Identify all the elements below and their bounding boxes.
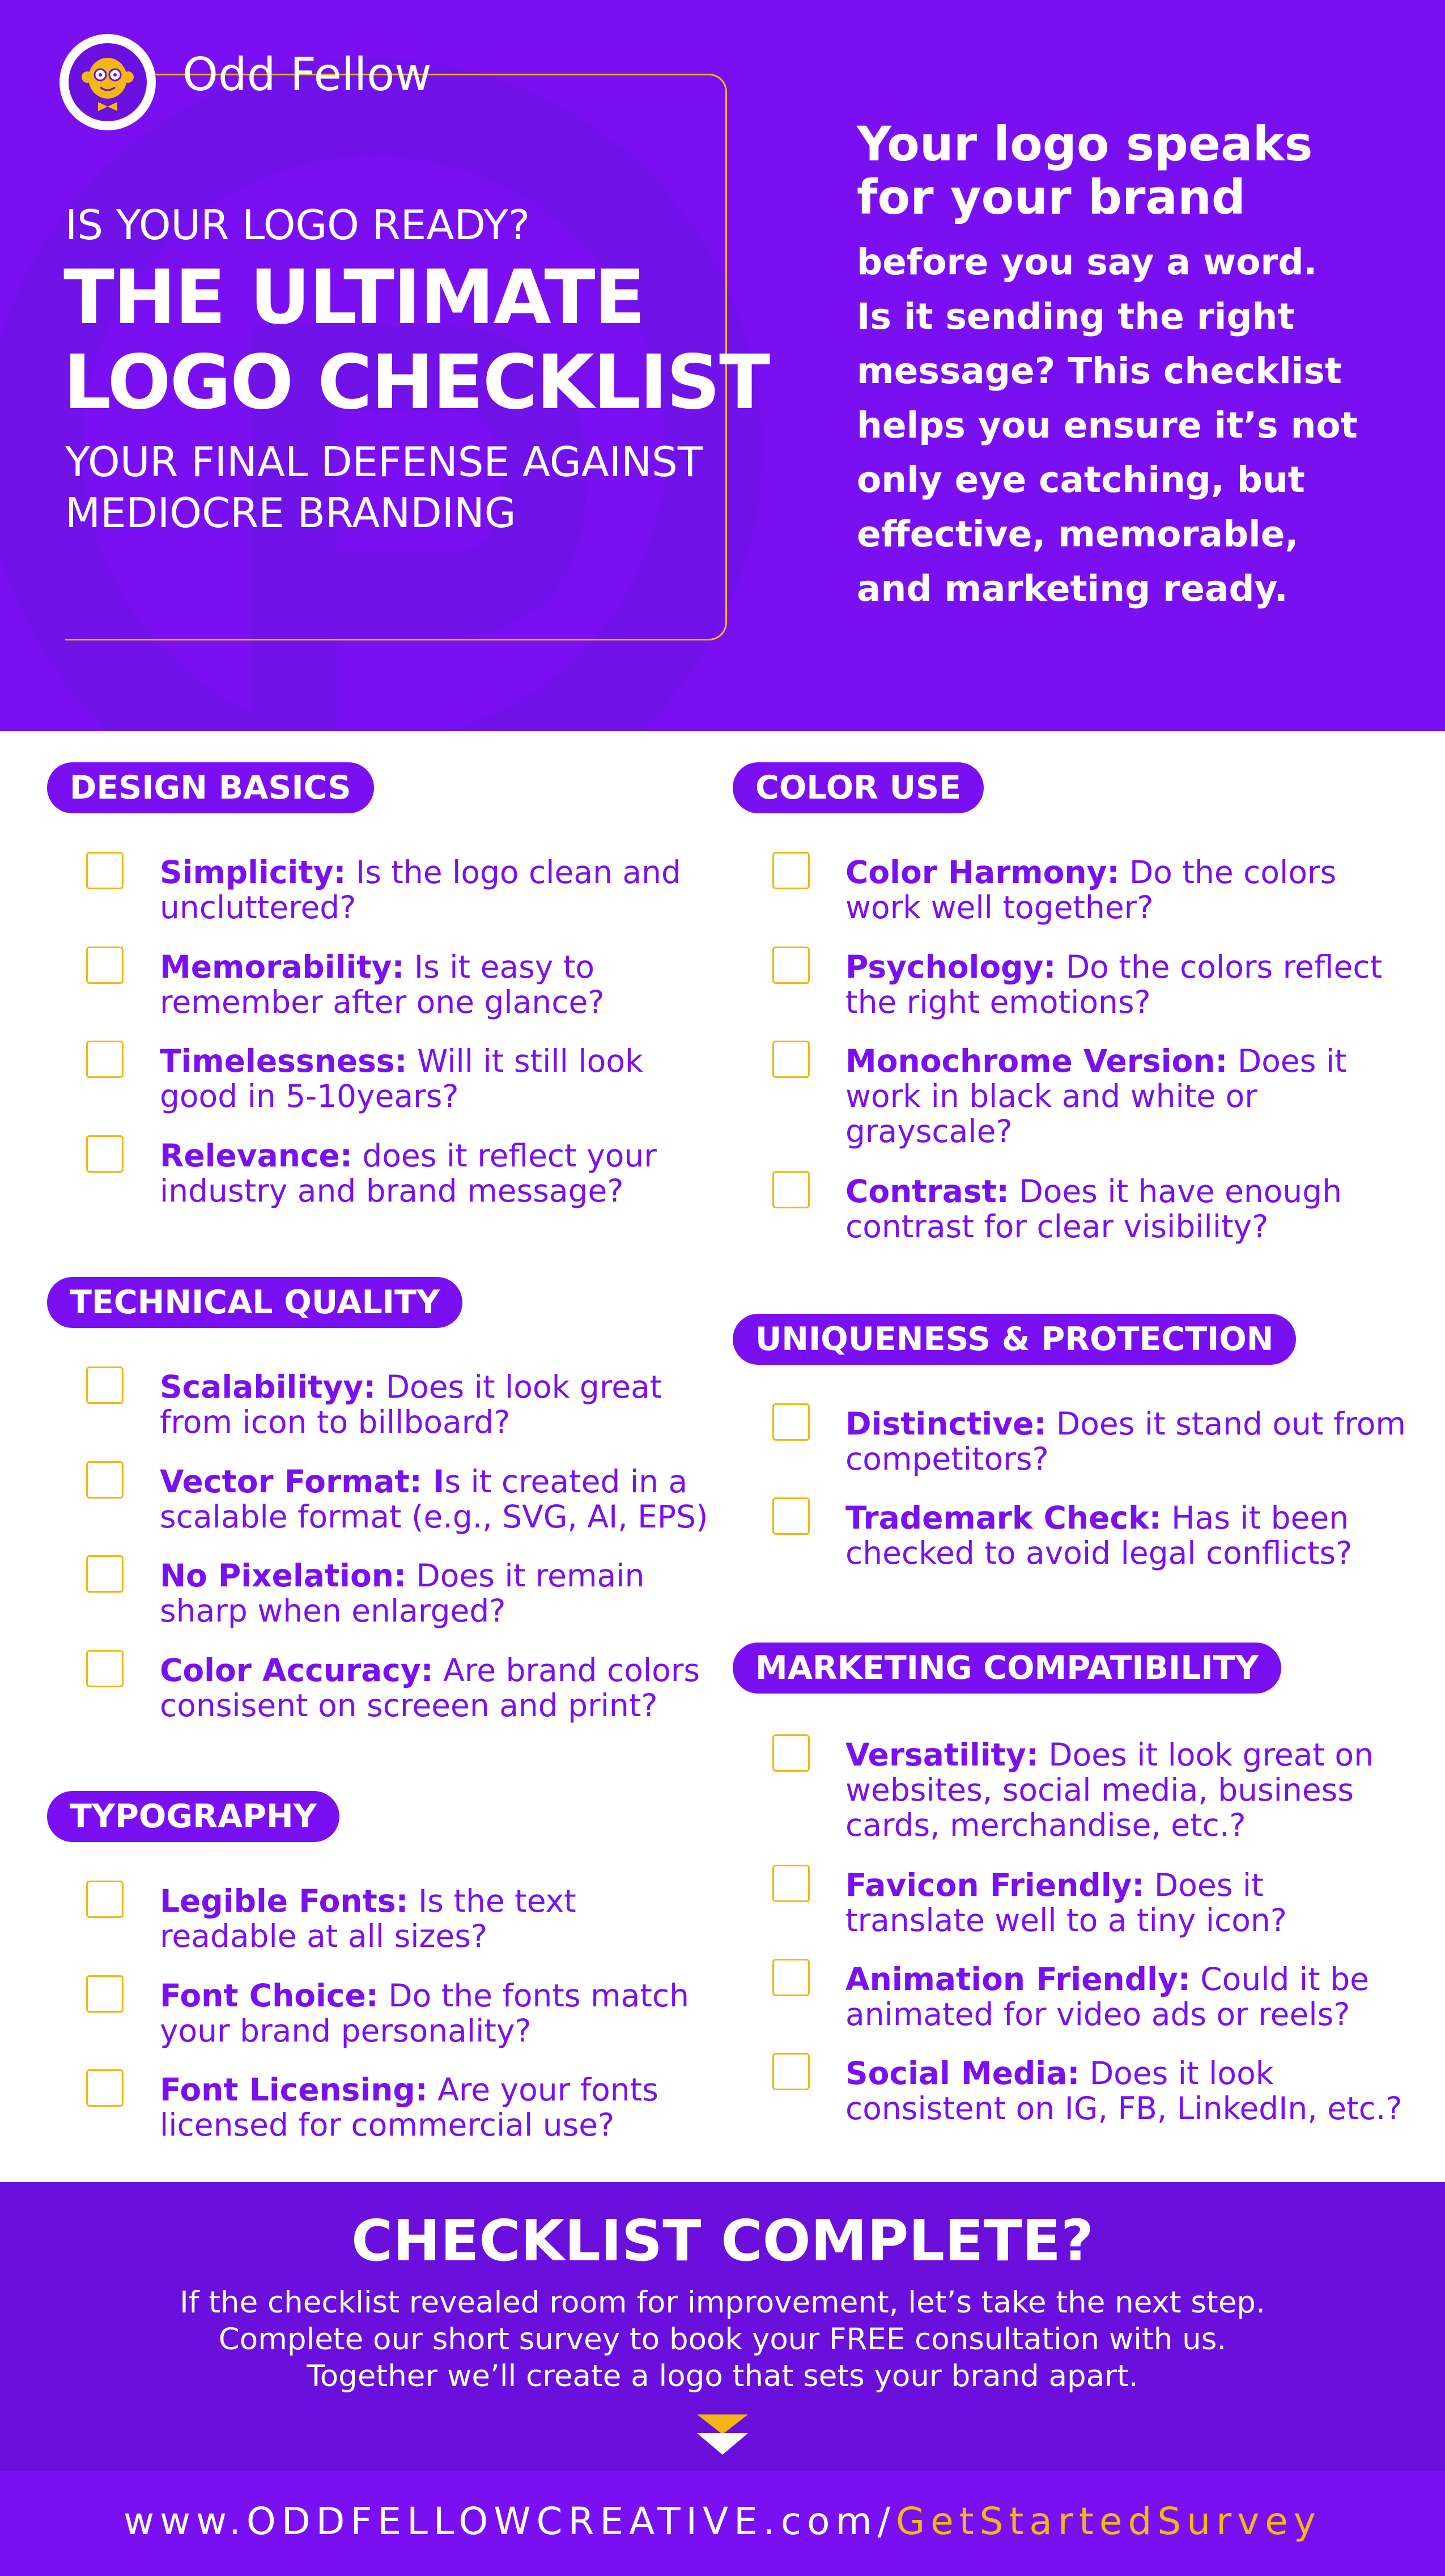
monkey-logo-icon bbox=[69, 43, 147, 121]
checklist-item-color-accuracy: Color Accuracy: Are brand colors consisent on screeen and print? bbox=[160, 1652, 700, 1724]
section-pill-marketing-compatibility: MARKETING COMPATIBILITY bbox=[733, 1643, 1281, 1694]
hero-section bbox=[0, 0, 1445, 731]
checklist-item-color-harmony: Color Harmony: Do the colors work well together? bbox=[845, 854, 1337, 926]
checkbox[interactable] bbox=[86, 1650, 124, 1687]
checkbox[interactable] bbox=[86, 1366, 124, 1404]
down-arrow-icon bbox=[694, 2412, 751, 2457]
checklist-item-font-choice: Font Choice: Do the fonts match your brand personality? bbox=[160, 1977, 690, 2049]
brand-name: Odd Fellow bbox=[182, 48, 432, 101]
checklist-item-psychology: Psychology: Do the colors reflect the right emotions? bbox=[845, 949, 1383, 1020]
cta-body bbox=[0, 2284, 1445, 2395]
hero-subhead bbox=[65, 436, 703, 538]
checklist-item-timelessness: Timelessness: Will it still look good in 5-10years? bbox=[160, 1043, 643, 1114]
url-path: GetStartedSurvey bbox=[896, 2499, 1321, 2543]
checklist-item-scalability: Scalabilityy: Does it look great from icon to billboard? bbox=[160, 1369, 662, 1440]
section-pill-design-basics: DESIGN BASICS bbox=[47, 762, 374, 813]
subhead-line-1: YOUR FINAL DEFENSE AGAINST bbox=[65, 438, 703, 486]
checklist-item-memorability: Memorability: Is it easy to remember after one glance? bbox=[160, 949, 605, 1020]
checklist-item-relevance: Relevance: does it reflect your industry and brand message? bbox=[160, 1138, 657, 1209]
cta-title: CHECKLIST COMPLETE? bbox=[351, 2208, 1094, 2274]
checkbox[interactable] bbox=[86, 852, 124, 889]
checklist-item-vector-format: Vector Format: Is it created in a scalable format (e.g., SVG, AI, EPS) bbox=[160, 1463, 708, 1535]
hero-eyebrow: IS YOUR LOGO READY? bbox=[65, 201, 530, 249]
checklist-item-monochrome-version: Monochrome Version: Does it work in black and white or grayscale? bbox=[845, 1043, 1347, 1149]
checkbox[interactable] bbox=[772, 852, 810, 889]
checkbox[interactable] bbox=[86, 2069, 124, 2107]
section-pill-typography: TYPOGRAPHY bbox=[47, 1791, 339, 1842]
headline-line-2: LOGO CHECKLIST bbox=[63, 339, 770, 426]
cta-line-1: If the checklist revealed room for improvement, let’s take the next step. bbox=[180, 2285, 1265, 2320]
checkbox[interactable] bbox=[772, 1041, 810, 1078]
checklist-item-social-media: Social Media: Does it look consistent on IG, FB, LinkedIn, etc.? bbox=[845, 2055, 1402, 2127]
checklist-item-favicon-friendly: Favicon Friendly: Does it translate well to a tiny icon? bbox=[845, 1867, 1287, 1938]
intro-body: before you say a word. Is it sending the right message? This checklist helps you ensure it’s not only eye catching, but effective, memorable, and marketing ready. bbox=[857, 241, 1358, 609]
checklist-item-simplicity: Simplicity: Is the logo clean and uncluttered? bbox=[160, 854, 681, 926]
checkbox[interactable] bbox=[86, 1041, 124, 1078]
intro-title bbox=[857, 117, 1423, 224]
checkbox[interactable] bbox=[86, 1555, 124, 1593]
checklist-item-animation-friendly: Animation Friendly: Could it be animated for video ads or reels? bbox=[845, 1961, 1369, 2032]
checklist-item-no-pixelation: No Pixelation: Does it remain sharp when enlarged? bbox=[160, 1558, 645, 1629]
intro-title-line-1: Your logo speaks bbox=[857, 116, 1313, 172]
section-pill-color-use: COLOR USE bbox=[733, 762, 984, 813]
checklist-item-trademark-check: Trademark Check: Has it been checked to avoid legal conflicts? bbox=[845, 1500, 1353, 1571]
checklist-item-legible-fonts: Legible Fonts: Is the text readable at all sizes? bbox=[160, 1883, 576, 1954]
checkbox[interactable] bbox=[772, 1497, 810, 1535]
checkbox[interactable] bbox=[86, 1135, 124, 1173]
checkbox[interactable] bbox=[86, 947, 124, 984]
checkbox[interactable] bbox=[772, 2053, 810, 2090]
checkbox[interactable] bbox=[772, 947, 810, 984]
checkbox[interactable] bbox=[772, 1865, 810, 1902]
headline-line-1: THE ULTIMATE bbox=[63, 254, 644, 341]
checklist-item-font-licensing: Font Licensing: Are your fonts licensed for commercial use? bbox=[160, 2072, 658, 2143]
checkbox[interactable] bbox=[772, 1171, 810, 1208]
checkbox[interactable] bbox=[86, 1881, 124, 1918]
url-main: www.ODDFELLOWCREATIVE.com/ bbox=[124, 2499, 896, 2543]
intro-title-line-2: for your brand bbox=[857, 169, 1246, 225]
cta-line-2: Complete our short survey to book your FREE consultation with us. bbox=[218, 2322, 1227, 2357]
checkbox[interactable] bbox=[772, 1959, 810, 1996]
checkbox[interactable] bbox=[772, 1734, 810, 1772]
checklist-item-contrast: Contrast: Does it have enough contrast for clear visibility? bbox=[845, 1173, 1342, 1245]
subhead-line-2: MEDIOCRE BRANDING bbox=[65, 489, 516, 537]
checkbox[interactable] bbox=[772, 1403, 810, 1441]
section-pill-technical-quality: TECHNICAL QUALITY bbox=[47, 1277, 462, 1328]
checklist-item-distinctive: Distinctive: Does it stand out from competitors? bbox=[845, 1406, 1406, 1477]
checkbox[interactable] bbox=[86, 1461, 124, 1499]
section-pill-uniqueness-protection: UNIQUENESS & PROTECTION bbox=[733, 1314, 1296, 1365]
checklist-item-versatility: Versatility: Does it look great on websites, social media, business cards, merchandise, etc.? bbox=[845, 1737, 1374, 1843]
cta-line-3: Together we’ll create a logo that sets your brand apart. bbox=[307, 2359, 1138, 2393]
hero-headline bbox=[63, 255, 769, 425]
survey-link[interactable] bbox=[0, 2499, 1445, 2543]
checkbox[interactable] bbox=[86, 1975, 124, 2013]
